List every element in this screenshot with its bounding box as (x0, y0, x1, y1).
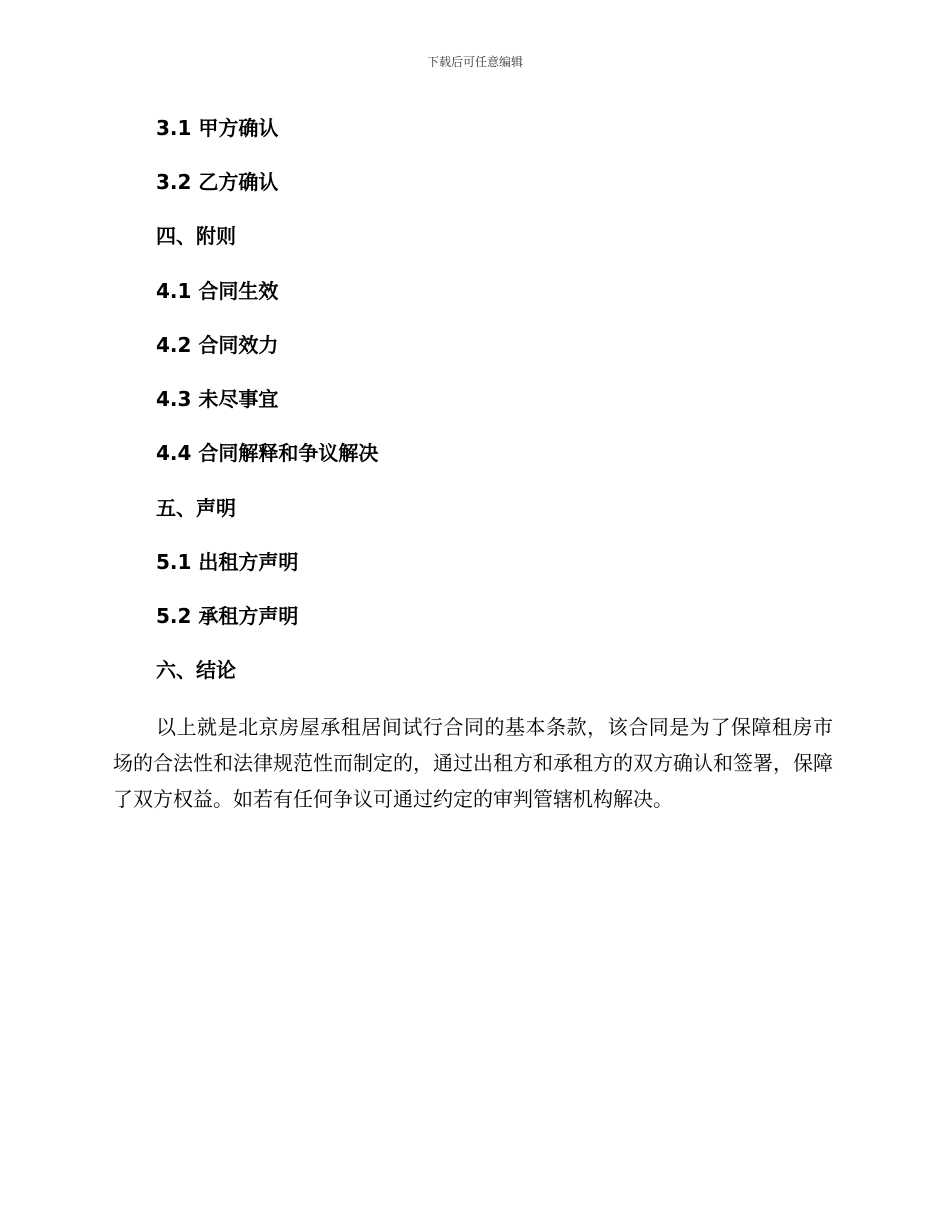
section-heading-5-1: 5.1 出租方声明 (156, 550, 299, 574)
section-heading-4-4: 4.4 合同解释和争议解决 (156, 441, 379, 465)
section-heading-3-1: 3.1 甲方确认 (156, 116, 279, 140)
chapter-heading-5: 五、声明 (156, 496, 236, 520)
chapter-heading-6: 六、结论 (156, 658, 236, 682)
conclusion-paragraph: 以上就是北京房屋承租居间试行合同的基本条款，该合同是为了保障租房市场的合法性和法律规范性而制定的，通过出租方和承租方的双方确认和签署，保障了双方权益。如若有任何争议可通过约定的审判管辖机构解决。 (113, 715, 833, 811)
section-heading-5-2: 5.2 承租方声明 (156, 604, 299, 628)
section-heading-3-2: 3.2 乙方确认 (156, 170, 279, 194)
page-header: 下载后可任意编辑 (426, 55, 523, 69)
section-heading-4-1: 4.1 合同生效 (156, 279, 279, 303)
chapter-heading-4: 四、附则 (156, 224, 236, 248)
section-heading-4-3: 4.3 未尽事宜 (156, 387, 279, 411)
section-heading-4-2: 4.2 合同效力 (156, 333, 279, 357)
